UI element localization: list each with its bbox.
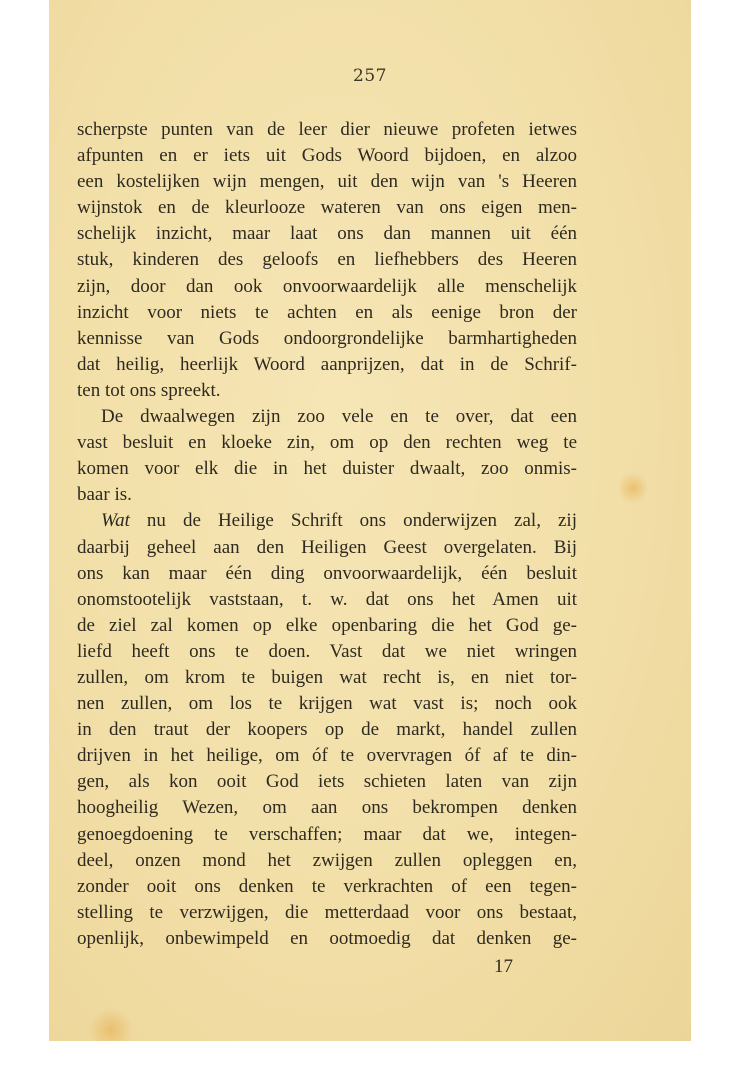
paper-stain bbox=[619, 470, 647, 506]
text-line: zijn, door dan ook onvoorwaardelijk alle menschelijk bbox=[77, 275, 577, 297]
text-line: De dwaalwegen zijn zoo vele en te over, dat een bbox=[101, 406, 577, 428]
text-line: vast besluit en kloeke zin, om op den rechten weg te bbox=[77, 432, 577, 454]
text-line: inzicht voor niets te achten en als eenige bron der bbox=[77, 301, 577, 323]
page-number: 257 bbox=[353, 66, 387, 86]
text-line: een kostelijken wijn mengen, uit den wijn van 's Heeren bbox=[77, 171, 577, 193]
paper-stain bbox=[89, 1008, 133, 1041]
text-line: deel, onzen mond het zwijgen zullen opleggen en, bbox=[77, 849, 577, 871]
text-line: dat heilig, heerlijk Woord aanprijzen, dat in de Schrif- bbox=[77, 353, 577, 375]
book-page bbox=[49, 0, 691, 1041]
text-line: afpunten en er iets uit Gods Woord bijdoen, en alzoo bbox=[77, 145, 577, 167]
text-line: kennisse van Gods ondoorgrondelijke barmhartigheden bbox=[77, 327, 577, 349]
text-line: wijnstok en de kleurlooze wateren van ons eigen men- bbox=[77, 197, 577, 219]
text-line: schelijk inzicht, maar laat ons dan mannen uit één bbox=[77, 223, 577, 245]
text-line: daarbij geheel aan den Heiligen Geest overgelaten. Bij bbox=[77, 536, 577, 558]
text-line: genoegdoening te verschaffen; maar dat we, integen- bbox=[77, 823, 577, 845]
text-line: zonder ooit ons denken te verkrachten of een tegen- bbox=[77, 875, 577, 897]
text-line: komen voor elk die in het duister dwaalt, zoo onmis- bbox=[77, 458, 577, 480]
text-line: scherpste punten van de leer dier nieuwe profeten ietwes bbox=[77, 119, 577, 140]
signature-mark: 17 bbox=[494, 956, 513, 977]
body-text bbox=[77, 117, 577, 952]
line-remainder: nu de Heilige Schrift ons onderwijzen zal, zij bbox=[129, 510, 577, 532]
text-line: de ziel zal komen op elke openbaring die het God ge- bbox=[77, 614, 577, 636]
text-line: zullen, om krom te buigen wat recht is, en niet tor- bbox=[77, 666, 577, 688]
text-line: liefd heeft ons te doen. Vast dat we niet wringen bbox=[77, 640, 577, 662]
text-line: openlijk, onbewimpeld en ootmoedig dat denken ge- bbox=[77, 927, 577, 949]
text-line: gen, als kon ooit God iets schieten laten van zijn bbox=[77, 771, 577, 793]
text-line: in den traut der koopers op de markt, handel zullen bbox=[77, 719, 577, 741]
text-line: ons kan maar één ding onvoorwaardelijk, één besluit bbox=[77, 562, 577, 584]
text-line: hoogheilig Wezen, om aan ons bekrompen denken bbox=[77, 797, 577, 819]
text-line: stuk, kinderen des geloofs en liefhebbers des Heeren bbox=[77, 249, 577, 271]
text-line: drijven in het heilige, om óf te overvragen óf af te din- bbox=[77, 745, 577, 767]
text-line: stelling te verzwijgen, die metterdaad voor ons bestaat, bbox=[77, 901, 577, 923]
text-line: ten tot ons spreekt. bbox=[77, 379, 221, 401]
italic-word: Wat bbox=[101, 510, 130, 532]
text-line bbox=[77, 508, 577, 534]
text-line: onomstootelijk vaststaan, t. w. dat ons het Amen uit bbox=[77, 588, 577, 610]
text-line: nen zullen, om los te krijgen wat vast is; noch ook bbox=[77, 693, 577, 715]
text-line: baar is. bbox=[77, 484, 132, 506]
